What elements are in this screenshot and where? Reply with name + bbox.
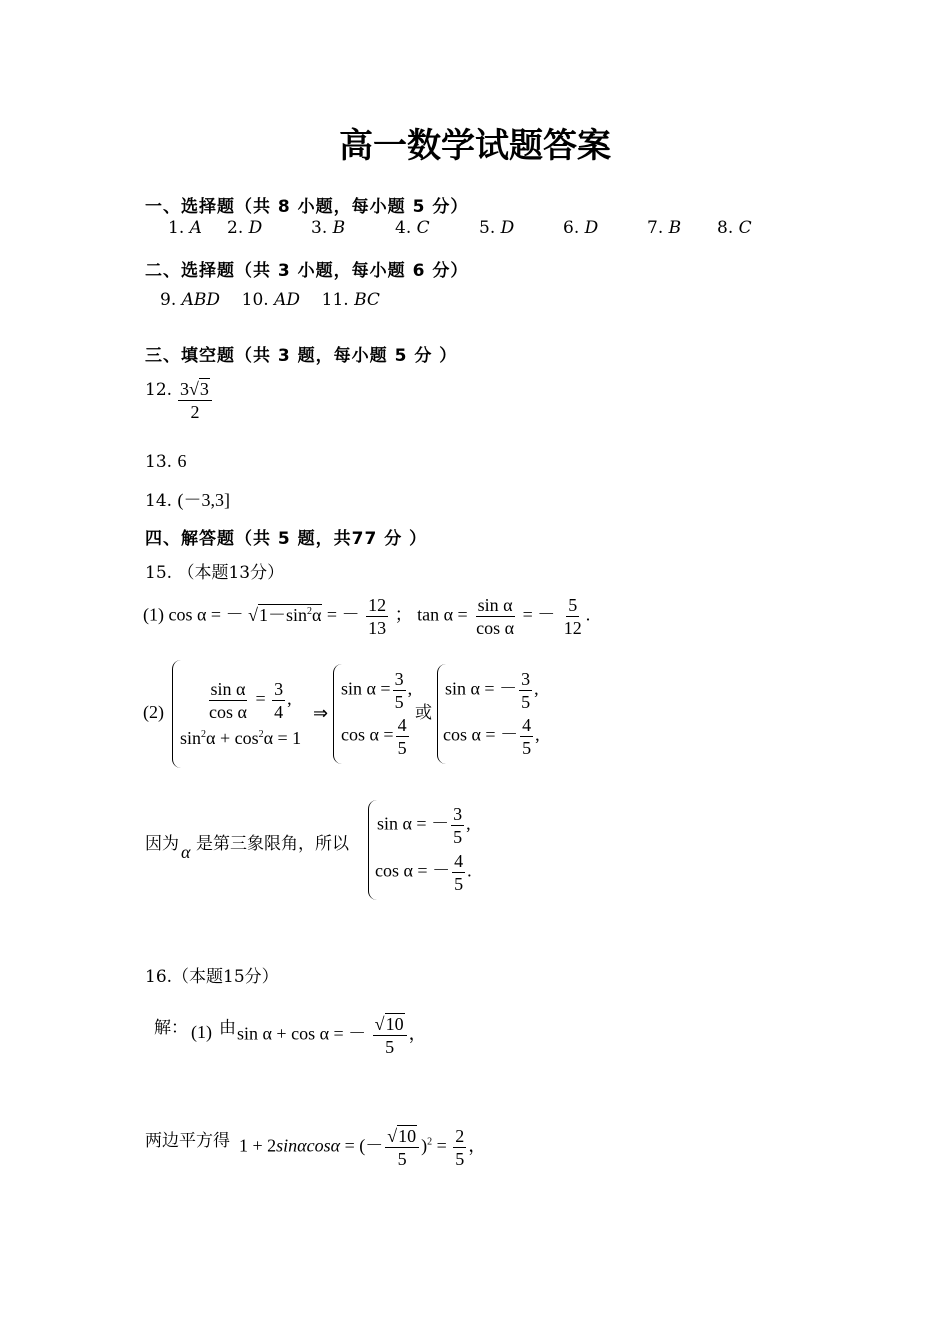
radicand: 10 xyxy=(398,1126,417,1146)
sqrt: √10 xyxy=(374,1014,404,1034)
q12-sqrt: √3 xyxy=(189,379,209,399)
brace xyxy=(172,660,181,768)
section-1-heading: 一、选择题（共 8 小题，每小题 5 分） xyxy=(145,197,469,217)
fraction xyxy=(452,850,465,895)
fraction xyxy=(272,678,285,723)
comma: ， xyxy=(408,1023,427,1044)
answer-num: 10. xyxy=(241,290,269,310)
q14-value: (－3,3] xyxy=(177,490,230,510)
answer-letter: B xyxy=(332,218,346,238)
q13-answer xyxy=(145,451,186,472)
cos-lhs: cos α = － xyxy=(168,604,244,625)
text: cos α = xyxy=(341,724,394,745)
answer-num: 1. xyxy=(168,218,185,238)
q13-number: 13. xyxy=(145,452,173,472)
tan-lhs: tan α = xyxy=(417,604,468,625)
answer-letter: ABD xyxy=(181,290,221,310)
conclusion-sin xyxy=(377,803,471,848)
denominator: 5 xyxy=(385,1037,395,1057)
q16-expression xyxy=(237,1013,427,1058)
comma: , xyxy=(466,813,471,834)
text: sin α + cos α = － xyxy=(237,1023,367,1044)
alpha-symbol: α xyxy=(181,842,191,862)
part-label: (1) xyxy=(143,604,164,625)
fraction xyxy=(207,678,249,723)
solution-label: 解： xyxy=(154,1018,188,1038)
fraction xyxy=(393,668,406,713)
answer-letter: AD xyxy=(274,290,301,310)
q16-expression-2 xyxy=(239,1125,486,1170)
comma: , xyxy=(287,688,292,709)
denominator: 5 xyxy=(522,738,532,758)
radicand: 10 xyxy=(385,1014,404,1034)
text: sin α = xyxy=(341,678,391,699)
numerator: sin α xyxy=(210,679,246,699)
fraction xyxy=(373,1013,407,1058)
answer-num: 3. xyxy=(311,218,328,238)
text: sin α = － xyxy=(445,678,518,699)
denominator: 5 xyxy=(397,1149,407,1169)
numerator: 4 xyxy=(522,715,532,735)
numerator: 4 xyxy=(454,851,464,871)
text: sin α = － xyxy=(377,813,450,834)
numerator: sin α xyxy=(477,595,513,615)
q16-header: 16.（本题15分） xyxy=(145,967,279,987)
sqrt-exponent: 2 xyxy=(306,605,312,617)
section-2-answers xyxy=(160,290,380,310)
denominator: 5 xyxy=(455,1149,465,1169)
answer-letter: C xyxy=(738,218,752,238)
numerator: 3 xyxy=(274,679,284,699)
conclusion-cos xyxy=(375,850,472,895)
equals: = xyxy=(255,688,266,709)
exponent: 2 xyxy=(258,729,264,740)
numerator: 2 xyxy=(455,1126,465,1146)
denominator: 5 xyxy=(394,692,404,712)
answer-num: 5. xyxy=(479,218,496,238)
section-2-heading: 二、选择题（共 3 小题，每小题 6 分） xyxy=(145,261,469,281)
answer-letter: A xyxy=(189,218,202,238)
q15-part2-label: (2) xyxy=(143,702,164,722)
q15-part1 xyxy=(143,594,590,639)
page-title: 高一数学试题答案 xyxy=(339,126,611,166)
text: ) xyxy=(421,1135,428,1156)
denominator: 12 xyxy=(563,618,582,638)
answer-letter: D xyxy=(500,218,515,238)
denominator: 13 xyxy=(368,618,387,638)
period: . xyxy=(467,860,472,881)
fraction xyxy=(474,594,516,639)
numerator: 12 xyxy=(368,595,387,615)
q12-answer xyxy=(176,378,214,423)
section-3-heading: 三、填空题（共 3 题，每小题 5 分 ） xyxy=(145,346,458,366)
exponent: 2 xyxy=(427,1136,433,1148)
text: cos α = － xyxy=(375,860,451,881)
q15-header: 15. （本题13分） xyxy=(145,563,285,583)
q12-number: 12. xyxy=(145,380,173,400)
part-label: (1) xyxy=(191,1022,212,1042)
text: = (－ xyxy=(344,1135,384,1156)
denominator: 5 xyxy=(454,874,464,894)
implies-arrow: ⇒ xyxy=(313,703,329,723)
separator: ； xyxy=(394,604,413,625)
fraction xyxy=(453,1125,466,1170)
square-text: 两边平方得 xyxy=(145,1131,230,1151)
q12-denominator: 2 xyxy=(190,402,200,422)
q12-coef: 3 xyxy=(180,379,189,399)
q12-radicand: 3 xyxy=(199,379,209,399)
solution1-sin xyxy=(341,668,412,713)
fraction xyxy=(385,1125,419,1170)
text: 1 + 2 xyxy=(239,1135,277,1156)
equals: = xyxy=(436,1135,447,1156)
q14-answer xyxy=(145,486,230,512)
system-eq2 xyxy=(180,728,301,749)
q13-value: 6 xyxy=(177,451,187,471)
sqrt-expression: $√1-\sin^2\alpha$ xyxy=(248,604,322,625)
exponent: 2 xyxy=(201,729,207,740)
sqrt-body: 1－sin xyxy=(258,604,307,625)
numerator: 3 xyxy=(394,669,404,689)
denominator: 5 xyxy=(521,692,531,712)
comma: ， xyxy=(468,1135,487,1156)
answer-num: 4. xyxy=(395,218,412,238)
text: cos α = － xyxy=(443,724,519,745)
answer-num: 2. xyxy=(227,218,244,238)
numerator: 3 xyxy=(521,669,531,689)
numerator: 4 xyxy=(397,715,407,735)
denominator: cos α xyxy=(476,618,515,638)
answer-letter: BC xyxy=(354,290,380,310)
answer-letter: D xyxy=(584,218,599,238)
numerator: 3 xyxy=(453,804,463,824)
fraction xyxy=(520,714,533,759)
conclusion-pre: 因为 xyxy=(145,834,179,854)
comma: , xyxy=(535,724,540,745)
answer-num: 7. xyxy=(647,218,664,238)
fraction xyxy=(451,803,464,848)
text: sin xyxy=(180,728,202,748)
conclusion-post: 是第三象限角，所以 xyxy=(196,834,349,854)
denominator: 4 xyxy=(274,702,284,722)
answer-num: 6. xyxy=(563,218,580,238)
comma: , xyxy=(407,678,413,699)
comma: , xyxy=(534,678,539,699)
equals: = － xyxy=(326,604,360,625)
sqrt: √10 xyxy=(387,1126,417,1146)
text: α = 1 xyxy=(263,728,302,748)
q14-number: 14. xyxy=(145,491,173,511)
section-4-heading: 四、解答题（共 5 题，共77 分 ） xyxy=(145,529,428,549)
fraction xyxy=(519,668,532,713)
denominator: 5 xyxy=(397,738,407,758)
or-text: 或 xyxy=(415,703,432,723)
equals: = － xyxy=(522,604,556,625)
q12-fraction xyxy=(178,378,212,423)
fraction xyxy=(562,594,584,639)
you-text: 由 xyxy=(219,1018,236,1038)
solution2-cos xyxy=(443,714,540,759)
system-eq1 xyxy=(205,678,292,723)
answer-letter: C xyxy=(416,218,430,238)
solution1-cos xyxy=(341,714,411,759)
answer-num: 11. xyxy=(321,290,349,310)
denominator: cos α xyxy=(209,702,247,722)
sqrt-tail: α xyxy=(311,604,322,625)
answer-num: 9. xyxy=(160,290,177,310)
period: . xyxy=(585,604,591,625)
text: α + cos xyxy=(206,728,259,748)
solution2-sin xyxy=(445,668,539,713)
fraction xyxy=(396,714,409,759)
answer-letter: B xyxy=(668,218,682,238)
denominator: 5 xyxy=(453,827,463,847)
answer-letter: D xyxy=(248,218,263,238)
answer-num: 8. xyxy=(717,218,734,238)
italic-text: sinαcosα xyxy=(276,1135,341,1156)
numerator: 5 xyxy=(568,595,578,615)
fraction xyxy=(366,594,388,639)
